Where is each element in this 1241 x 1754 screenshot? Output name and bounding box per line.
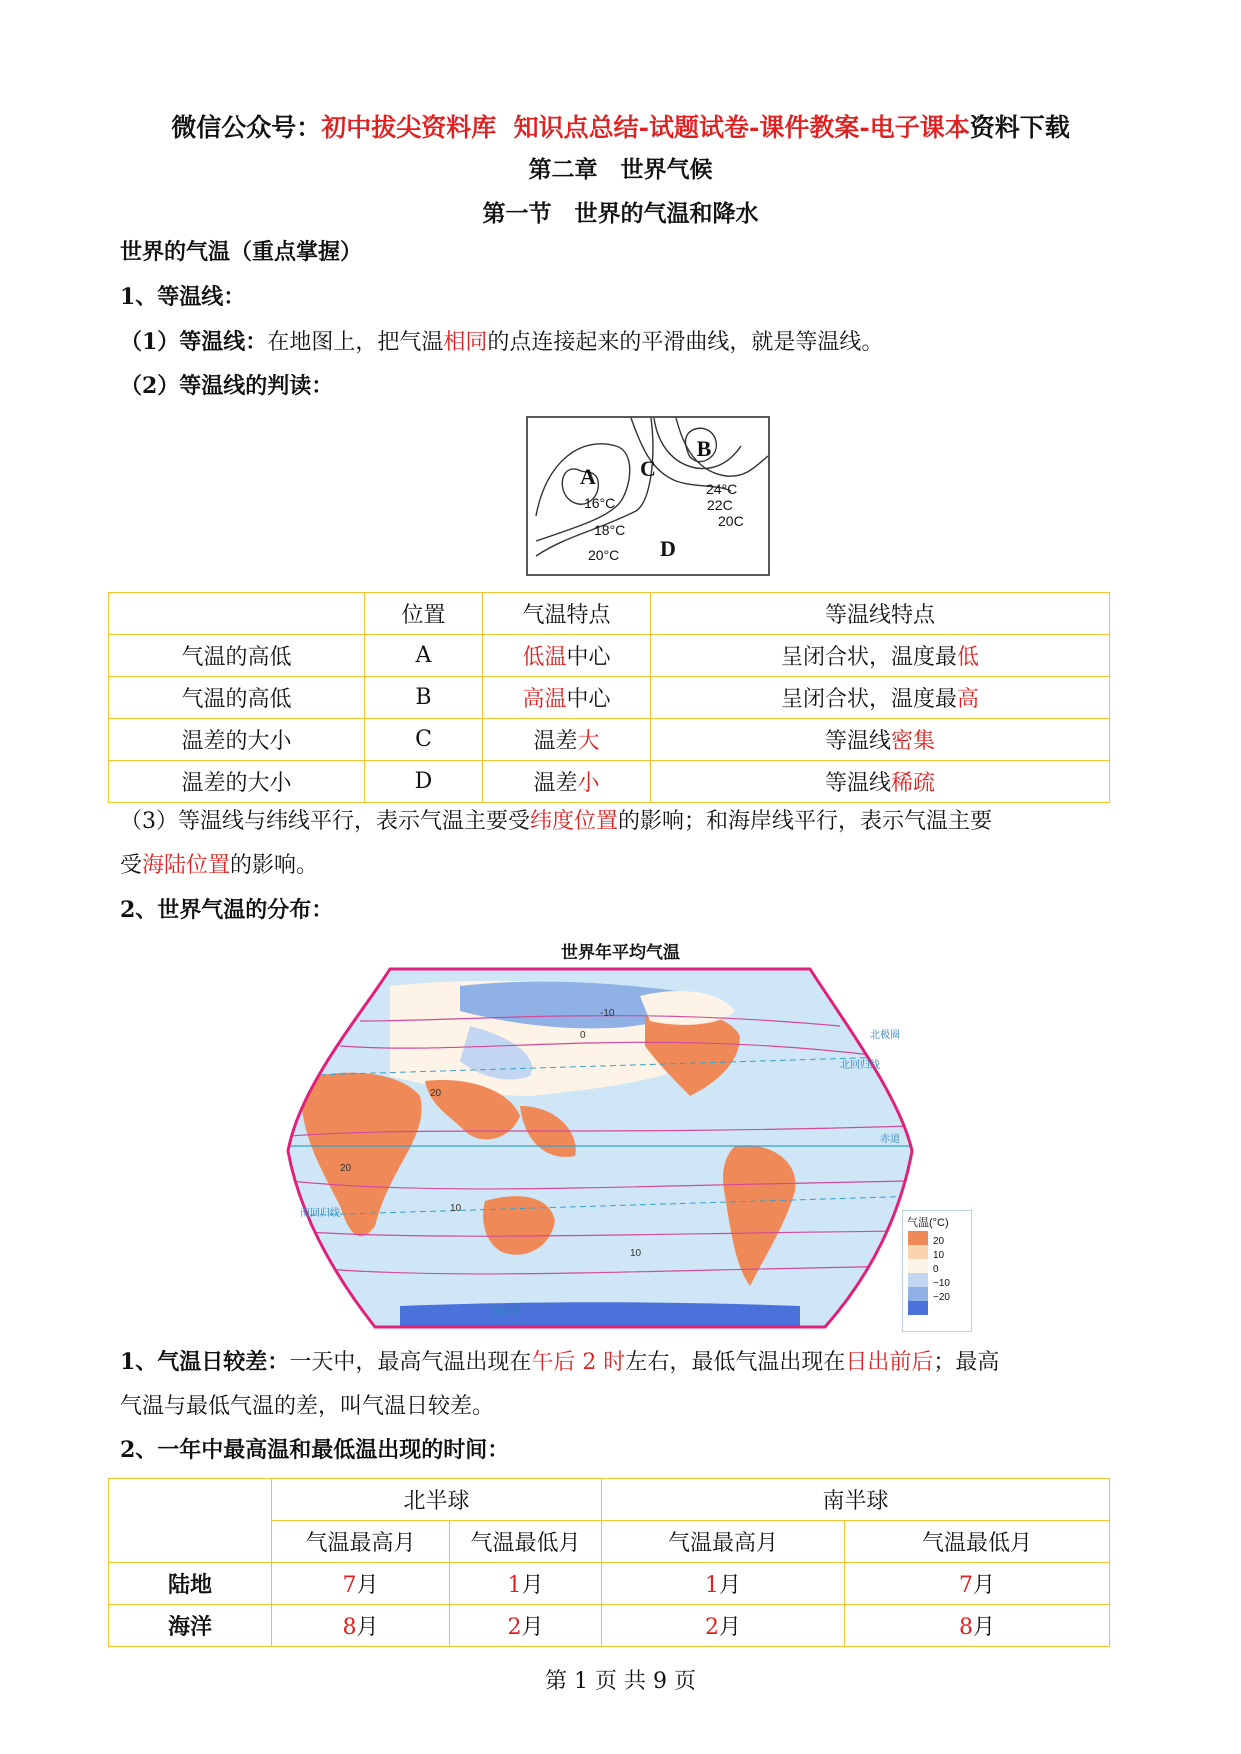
cell-red: 大 <box>577 729 600 754</box>
iso-label: 20 <box>430 1088 442 1099</box>
daily-red: 午后 2 时 <box>531 1350 626 1375</box>
legend-value: 0 <box>933 1264 939 1275</box>
daily-range <box>120 1340 1130 1429</box>
iso-label: 20 <box>340 1163 352 1174</box>
cell-text: 呈闭合状，温度最 <box>780 687 957 712</box>
cell-text: 中心 <box>566 645 611 670</box>
diagram-label-20b: 20C <box>718 513 744 529</box>
table-cell <box>483 719 651 761</box>
diagram-label-24: 24°C <box>706 481 738 497</box>
month-num: 2 <box>704 1615 719 1640</box>
iso-label: 10 <box>630 1248 642 1259</box>
header-brand: 初中拔尖资料库 <box>321 113 497 142</box>
daily-text: 一天中，最高气温出现在 <box>289 1350 532 1375</box>
month-num: 1 <box>704 1573 719 1598</box>
header-suffix: 资料下载 <box>969 113 1070 142</box>
map-legend <box>902 1210 972 1332</box>
header-tagline: 知识点总结-试题试卷-课件教案-电子课本 <box>513 113 970 142</box>
table-row <box>109 593 1110 635</box>
cell-red: 稀疏 <box>891 771 936 796</box>
cell-red: 小 <box>577 771 600 796</box>
legend-swatch <box>908 1231 928 1245</box>
diagram-label-18: 18°C <box>594 522 626 538</box>
table-header-cell: 位置 <box>365 593 483 635</box>
legend-swatch <box>908 1273 928 1287</box>
legend-value: 10 <box>933 1250 945 1261</box>
isotherm-table <box>108 592 1110 803</box>
section-title: 第一节 世界的气温和降水 <box>482 200 759 227</box>
diagram-letter-c: C <box>640 456 656 481</box>
diagram-letter-b: B <box>696 436 712 461</box>
cell-text: 等温线 <box>824 729 891 754</box>
diagram-letter-d: D <box>660 536 676 561</box>
cell-text: 温差 <box>533 771 578 796</box>
table-header-cell: 气温最高月 <box>602 1521 845 1563</box>
month-unit: 月 <box>521 1615 544 1640</box>
diagram-label-20: 20°C <box>588 547 620 563</box>
table-cell: 温差的大小 <box>109 719 365 761</box>
note-text: 的影响。 <box>230 853 319 878</box>
parallel-note-line-2 <box>120 844 1130 888</box>
table-cell <box>450 1605 602 1647</box>
table-cell <box>450 1563 602 1605</box>
table-row <box>109 761 1110 803</box>
cell-red: 密集 <box>891 729 936 754</box>
month-num: 7 <box>958 1573 973 1598</box>
table-header-cell: 气温特点 <box>483 593 651 635</box>
month-unit: 月 <box>356 1615 379 1640</box>
table-cell: D <box>365 761 483 803</box>
table-header-cell: 气温最高月 <box>272 1521 450 1563</box>
table-row <box>109 1563 1110 1605</box>
label-tropic-south: 南回归线 <box>300 1208 340 1219</box>
isotherm-definition <box>120 320 883 365</box>
world-temperature-map <box>280 966 920 1330</box>
table-cell <box>651 635 1110 677</box>
table-row <box>109 1605 1110 1647</box>
legend-swatch <box>908 1259 928 1273</box>
cell-red: 高 <box>957 687 980 712</box>
topic-heading: 世界的气温（重点掌握） <box>120 239 363 265</box>
legend-swatches <box>908 1231 928 1315</box>
month-unit: 月 <box>972 1573 995 1598</box>
legend-swatch <box>908 1301 928 1315</box>
month-unit: 月 <box>356 1573 379 1598</box>
table-cell <box>651 677 1110 719</box>
page-header <box>0 108 1241 144</box>
month-num: 7 <box>342 1573 357 1598</box>
diagram-label-16: 16°C <box>584 495 616 511</box>
chapter-title: 第二章 世界气候 <box>528 156 713 183</box>
row-label-ocean: 海洋 <box>109 1605 272 1647</box>
page-footer: 第 1 页 共 9 页 <box>545 1669 696 1694</box>
table-cell: A <box>365 635 483 677</box>
table-header-cell <box>109 593 365 635</box>
month-num: 2 <box>507 1615 522 1640</box>
label-arctic: 北极圈 <box>870 1030 900 1041</box>
header-prefix: 微信公众号： <box>171 113 322 142</box>
def-text-pre: 在地图上，把气温 <box>267 330 444 355</box>
table-header-cell: 气温最低月 <box>450 1521 602 1563</box>
label-tropic-north: 北回归线 <box>840 1060 880 1071</box>
cell-red: 高温 <box>522 687 567 712</box>
table-header-cell: 等温线特点 <box>651 593 1110 635</box>
iso-label: 10 <box>450 1203 462 1214</box>
table-cell <box>845 1563 1110 1605</box>
note-text: （3）等温线与纬线平行，表示气温主要受 <box>120 809 530 834</box>
table-corner-cell <box>109 1479 272 1563</box>
isotherm-read-heading: （2）等温线的判读： <box>120 373 334 399</box>
table-cell <box>845 1605 1110 1647</box>
daily-text: ；最高 <box>933 1350 1000 1375</box>
table-cell <box>651 761 1110 803</box>
cell-red: 低 <box>957 645 980 670</box>
month-unit: 月 <box>972 1615 995 1640</box>
legend-swatch <box>908 1287 928 1301</box>
table-row <box>109 1479 1110 1521</box>
isotherm-diagram <box>526 416 770 576</box>
daily-red: 日出前后 <box>845 1350 934 1375</box>
table-cell: C <box>365 719 483 761</box>
daily-range-label: 1、气温日较差： <box>120 1349 290 1375</box>
parallel-note <box>120 800 1130 888</box>
distribution-heading: 2、世界气温的分布： <box>120 897 334 923</box>
table-cell <box>651 719 1110 761</box>
row-label-land: 陆地 <box>109 1563 272 1605</box>
table-cell <box>602 1605 845 1647</box>
legend-value: −20 <box>933 1292 950 1303</box>
table-row <box>109 677 1110 719</box>
def-label: （1）等温线： <box>120 329 268 355</box>
month-unit: 月 <box>718 1615 741 1640</box>
month-unit: 月 <box>718 1573 741 1598</box>
header-north: 北半球 <box>272 1479 602 1521</box>
header-south: 南半球 <box>602 1479 1110 1521</box>
table-cell <box>483 761 651 803</box>
cell-text: 等温线 <box>824 771 891 796</box>
table-cell <box>602 1563 845 1605</box>
note-red: 海陆位置 <box>142 853 231 878</box>
parallel-note-line-1 <box>120 800 1130 844</box>
map-title: 世界年平均气温 <box>561 943 680 963</box>
table-row <box>109 635 1110 677</box>
iso-label: -10 <box>600 1008 615 1019</box>
annual-table <box>108 1478 1110 1647</box>
note-text: 的影响；和海岸线平行，表示气温主要 <box>618 809 993 834</box>
month-num: 1 <box>507 1573 522 1598</box>
daily-text: 左右，最低气温出现在 <box>625 1350 846 1375</box>
table-cell <box>483 635 651 677</box>
legend-value: −10 <box>933 1278 950 1289</box>
legend-labels <box>933 1235 950 1305</box>
def-red: 相同 <box>443 330 488 355</box>
daily-range-line-1 <box>120 1340 1130 1385</box>
month-unit: 月 <box>521 1573 544 1598</box>
legend-swatch <box>908 1245 928 1259</box>
note-red: 纬度位置 <box>530 809 619 834</box>
table-cell: 气温的高低 <box>109 635 365 677</box>
note-text: 受 <box>120 853 143 878</box>
month-num: 8 <box>958 1615 973 1640</box>
diagram-letter-a: A <box>580 464 596 489</box>
cell-red: 低温 <box>522 645 567 670</box>
legend-value: 20 <box>933 1236 945 1247</box>
label-antarctic: 南极圈 <box>490 1306 520 1317</box>
table-cell: B <box>365 677 483 719</box>
legend-title: 气温(°C) <box>907 1217 949 1229</box>
daily-range-line-2: 气温与最低气温的差，叫气温日较差。 <box>120 1394 495 1419</box>
table-cell <box>272 1605 450 1647</box>
cell-text: 中心 <box>566 687 611 712</box>
table-cell <box>272 1563 450 1605</box>
table-header-cell: 气温最低月 <box>845 1521 1110 1563</box>
cell-text: 温差 <box>533 729 578 754</box>
iso-label: 0 <box>580 1030 586 1041</box>
isotherm-heading: 1、等温线： <box>120 284 246 310</box>
table-cell: 温差的大小 <box>109 761 365 803</box>
annual-heading: 2、一年中最高温和最低温出现的时间： <box>120 1437 510 1463</box>
label-equator: 赤道 <box>880 1134 900 1145</box>
month-num: 8 <box>342 1615 357 1640</box>
table-cell: 气温的高低 <box>109 677 365 719</box>
table-cell <box>483 677 651 719</box>
diagram-label-22: 22C <box>707 497 733 513</box>
cell-text: 呈闭合状，温度最 <box>780 645 957 670</box>
table-row <box>109 719 1110 761</box>
def-text-post: 的点连接起来的平滑曲线，就是等温线。 <box>487 330 884 355</box>
